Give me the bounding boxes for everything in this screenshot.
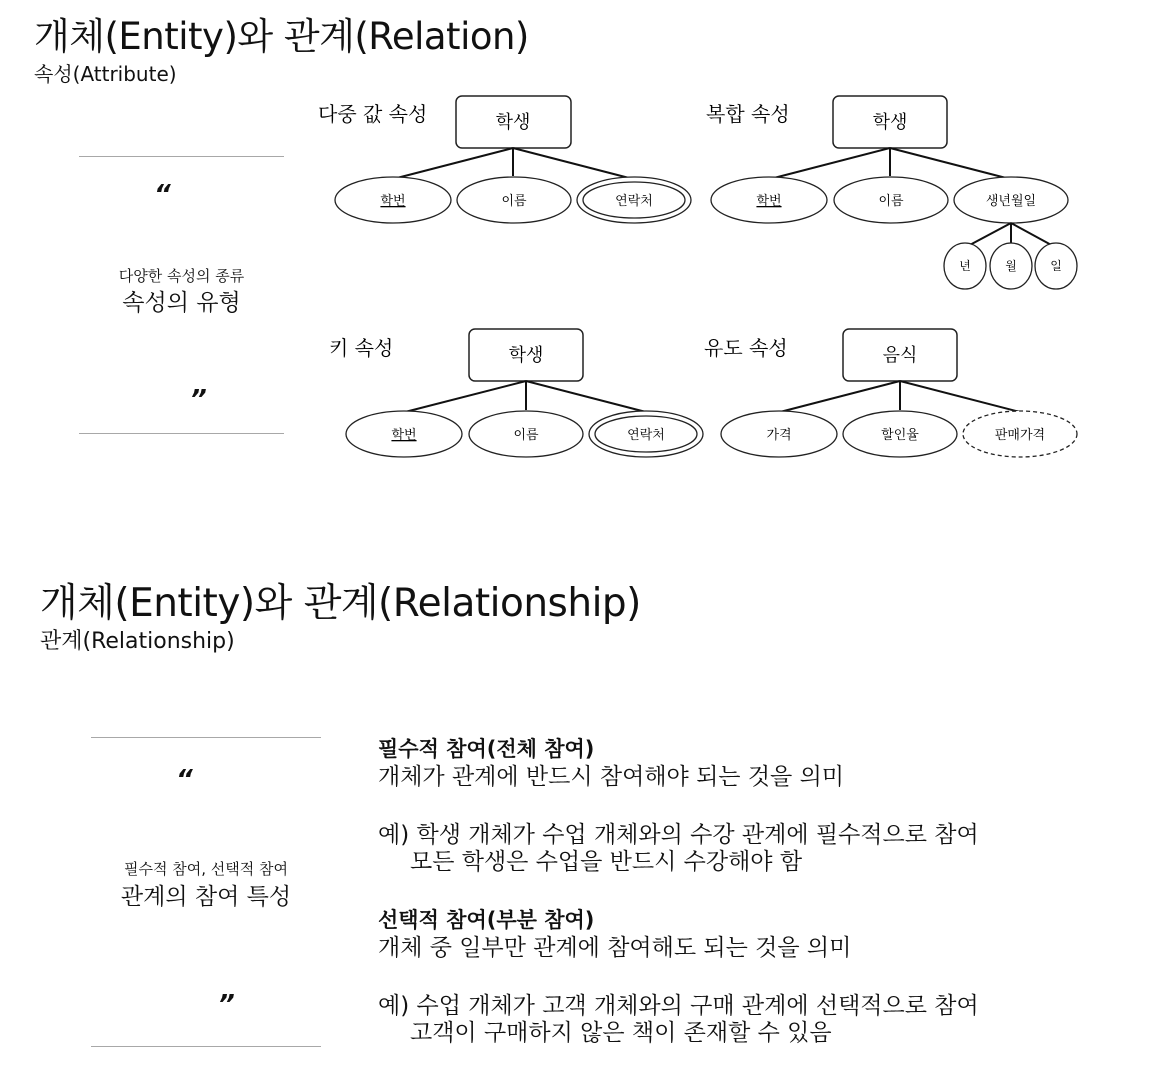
attribute-label: 연락처 — [627, 428, 665, 443]
multivalued-attribute-diagram — [318, 96, 691, 223]
key-label: 키 속성 — [329, 336, 394, 360]
entity-label: 학생 — [508, 345, 544, 366]
derived-attribute-diagram — [704, 329, 1077, 457]
composite-attribute-diagram — [706, 96, 1077, 289]
attribute-label: 할인율 — [881, 428, 919, 443]
key-attribute-diagram — [329, 329, 703, 457]
entity-label: 학생 — [495, 112, 531, 133]
attribute-diagrams — [0, 0, 1167, 480]
mandatory-heading: 필수적 참여(전체 참여) — [378, 737, 595, 761]
optional-example: 예) 수업 개체가 고객 개체와의 구매 관계에 선택적으로 참여 — [378, 993, 979, 1019]
mandatory-definition: 개체가 관계에 반드시 참여해야 되는 것을 의미 — [378, 764, 845, 790]
attribute-label: 학번 — [756, 194, 782, 209]
attribute-label: 연락처 — [615, 194, 653, 209]
optional-heading: 선택적 참여(부분 참여) — [378, 908, 595, 932]
category-heading: 관계의 참여 특성 — [120, 884, 292, 910]
attribute-label: 가격 — [766, 428, 792, 443]
close-quote-mark: ” — [218, 990, 231, 1020]
open-quote-mark: “ — [154, 180, 167, 210]
attribute-label: 학번 — [391, 428, 417, 443]
attribute-label: 판매가격 — [994, 428, 1046, 443]
category-heading: 속성의 유형 — [122, 290, 241, 316]
slide2-title: 개체(Entity)와 관계(Relationship) — [40, 581, 641, 626]
slide1-title: 개체(Entity)와 관계(Relation) — [34, 15, 529, 58]
attribute-label: 학번 — [380, 194, 406, 209]
attribute-label: 이름 — [501, 194, 527, 209]
entity-label: 학생 — [872, 112, 908, 133]
open-quote-mark: “ — [176, 765, 189, 795]
attribute-label: 이름 — [878, 194, 904, 209]
optional-example-detail: 고객이 구매하지 않은 책이 존재할 수 있음 — [410, 1020, 832, 1046]
multivalued-label: 다중 값 속성 — [318, 102, 428, 126]
optional-definition: 개체 중 일부만 관계에 참여해도 되는 것을 의미 — [378, 935, 852, 961]
sub-attribute-label: 년 — [959, 259, 971, 273]
close-quote-mark: ” — [190, 385, 203, 415]
composite-label: 복합 속성 — [706, 102, 790, 126]
divider-top — [91, 737, 321, 738]
derived-label: 유도 속성 — [704, 336, 788, 360]
attribute-label: 이름 — [513, 428, 539, 443]
slide2-subtitle: 관계(Relationship) — [40, 629, 235, 654]
category-caption: 필수적 참여, 선택적 참여 — [124, 860, 288, 878]
sub-attribute-label: 일 — [1050, 259, 1062, 273]
attribute-label: 생년월일 — [985, 194, 1037, 209]
mandatory-example-detail: 모든 학생은 수업을 반드시 수강해야 함 — [410, 849, 803, 875]
divider-bottom — [91, 1046, 321, 1047]
slide1-subtitle: 속성(Attribute) — [34, 62, 177, 86]
mandatory-example: 예) 학생 개체가 수업 개체와의 수강 관계에 필수적으로 참여 — [378, 822, 979, 848]
category-caption: 다양한 속성의 종류 — [118, 267, 245, 285]
sub-attribute-label: 월 — [1005, 259, 1017, 273]
entity-label: 음식 — [882, 345, 918, 366]
